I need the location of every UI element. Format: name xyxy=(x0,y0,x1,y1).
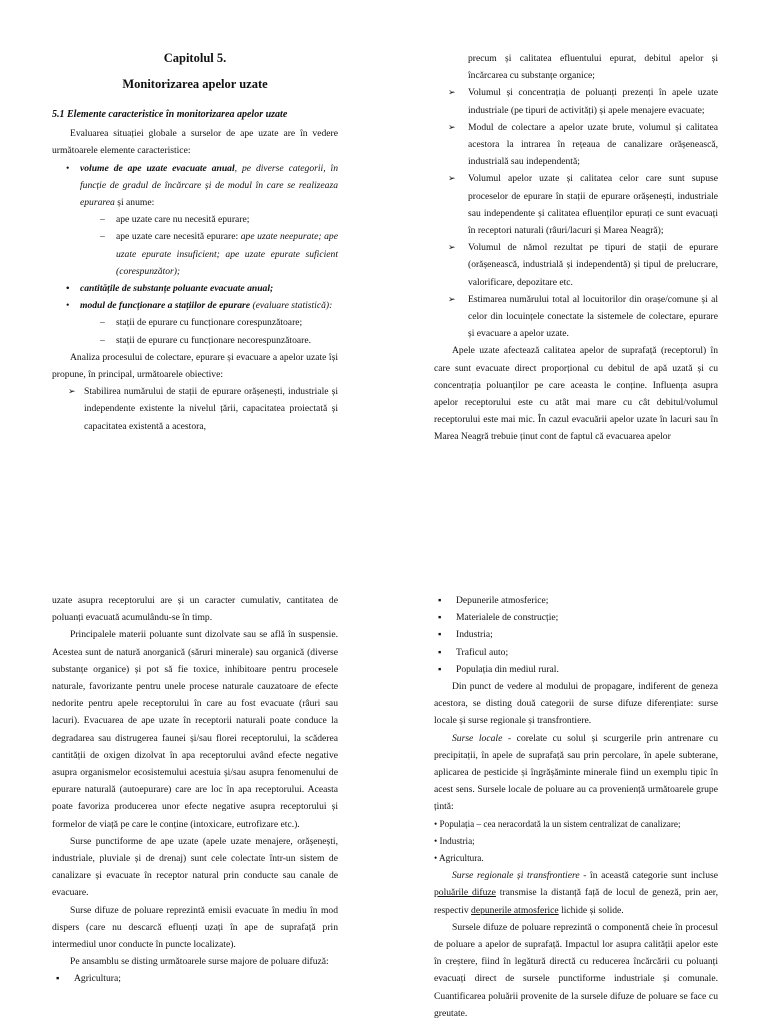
target-group-item: • Populația – cea neracordată la un sistem centralizat de canalizare; xyxy=(434,818,681,829)
list-item: ▪ Traficul auto; xyxy=(434,644,718,661)
list-item: ➢ Volumul și concentrația de poluanți prezenți în apele uzate industriale (pe tipuri de activități) și apele menajere evacuate; xyxy=(448,84,718,118)
section-heading: 5.1 Elemente caracteristice în monitorizarea apelor uzate xyxy=(52,109,288,120)
analysis-paragraph: Analiza procesului de colectare, epurare și evacuare a apelor uzate își propune, în principal, următoarele obiective: xyxy=(52,351,338,381)
characteristics-list xyxy=(52,160,338,212)
list-item: – stații de epurare cu funcționare corespunzătoare; xyxy=(52,314,338,331)
propagation-paragraph: Din punct de vedere al modului de propagare, indiferent de geneza acestora, se disting două categorii de surse difuze diferențiate: surse locale și surse regionale și transfrontiere. xyxy=(434,681,718,727)
list-item: • volume de ape uzate evacuate anual, pe diverse categorii, în funcție de gradul de încărcare și de modul în care se realizeaza epurarea și anume: xyxy=(52,160,338,212)
list-item: ▪ Depunerile atmosferice; xyxy=(434,592,718,609)
volume-sublist xyxy=(52,211,338,280)
list-item: – ape uzate care nu necesită epurare; xyxy=(52,211,338,228)
chapter-title: Monitorizarea apelor uzate xyxy=(122,77,268,91)
bottom-left-column xyxy=(52,592,338,988)
list-item: ▪ Materialele de construcție; xyxy=(434,609,718,626)
intro-paragraph: Evaluarea situației globale a surselor de ape uzate are în vedere următoarele elemente caracteristice: xyxy=(52,128,338,157)
characteristics-list-2 xyxy=(52,280,338,314)
pollutants-paragraph: Principalele materii poluante sunt dizolvate sau se află în suspensie. Acestea sunt de natură anorganică (săruri minerale) sau organică (diverse substanțe organice) și pot să fie toxice, inhibitoare pentru procesele naturale, favorizante pentru unele procese naturale cauzatoare de efecte nedorite pentru apele receptorului în care au fost evacuate (râuri sau lacuri). Evacuarea de ape uzate în receptorii naturali poate conduce la degradarea sau distrugerea faunei și/sau florei receptorului, la scăderea cantității de oxigen dizolvat în apa receptorului având efecte negative asupra organismelor ecosistemului acestuia și/sau asupra fenomenului de epurare naturală (autoepurare) care are loc în apa receptorului. Aceasta poate favoriza producerea unor efecte negative asupra receptorului și formelor de viață pe care le conține (intoxicare, eutrofizare etc.). xyxy=(52,629,338,830)
list-item: ➢ Volumul de nămol rezultat pe tipuri de stații de epurare (orășenească, industrială și independentă) și tipul de prelucrare, valorificare, depozitare etc. xyxy=(448,239,718,291)
list-item: ➢ Estimarea numărului total al locuitorilor din orașe/comune și al celor din locuințele conectate la sistemele de colectare, epurare și evacuare a apelor uzate. xyxy=(448,291,718,343)
top-right-column xyxy=(434,50,718,446)
regional-sources-paragraph: Surse regionale și transfrontiere - în această categorie sunt incluse poluările difuze transmise la distanță față de locul de geneză, prin aer, respectiv depunerile atmosferice lichide și solide. xyxy=(434,870,719,916)
point-sources-paragraph: Surse punctiforme de ape uzate (apele uzate menajere, orășenești, industriale, pluviale și de drenaj) sunt cele colectate într-un sistem de canalizare și evacuate în receptor natural prin conducte sau canale de evacuare. xyxy=(52,835,338,899)
diffuse-sources-paragraph: Surse difuze de poluare reprezintă emisii evacuate în mediu în mod dispers (care nu descarcă efluenți uzați în ape de suprafață prin intermediul unor conducte în puncte localizate). xyxy=(52,904,338,951)
objectives-list xyxy=(52,383,338,435)
list-item: ▪ Industria; xyxy=(434,626,718,643)
list-item: • cantitățile de substanțe poluante evacuate anual; xyxy=(52,280,338,297)
list-item: – ape uzate care necesită epurare: ape uzate neepurate; ape uzate epurate insuficient; ape uzate epurate suficient (corespunzător); xyxy=(52,228,338,280)
list-item: ➢ Stabilirea numărului de stații de epurare orășenești, industriale și independente existente la nivelul țării, capacitatea proiectată și capacitatea existentă a acestora, xyxy=(52,383,338,435)
list-item: • modul de funcționare a stațiilor de epurare (evaluare statistică): xyxy=(52,297,338,314)
diffuse-sources-list-continued xyxy=(434,592,718,678)
list-item: ➢ Modul de colectare a apelor uzate brute, volumul și calitatea acestora la intrarea în rețeaua de canalizare orășenească, industrială sau independentă; xyxy=(448,119,718,171)
objectives-list-continued xyxy=(434,84,718,342)
target-group-item: • Industria; xyxy=(434,835,475,846)
list-item: – stații de epurare cu funcționare necorespunzătoare. xyxy=(52,332,338,349)
local-sources-paragraph: Surse locale - corelate cu solul și scurgerile prin antrenare cu precipitații, în apele de suprafață sau prin percolare, în apele subterane, aplicarea de pesticide și îngrășăminte minerale fiind un exemplu tipic în acest sens. Sursele locale de poluare au ca proveniență următoarele grupe țintă: xyxy=(434,732,718,813)
cumulative-paragraph: uzate asupra receptorului are și un caracter cumulativ, cantitatea de poluanți evacuată acumulându-se în timp. xyxy=(52,595,338,624)
receptor-paragraph: Apele uzate afectează calitatea apelor de suprafață (receptorul) în care sunt evacuate direct proporțional cu debitul de apă uzată și cu concentrația poluanților pe care aceasta le conține. Influența asupra apelor receptorului este cu atât mai mare cu cât debitul/volumul receptorului este mai mic. În cazul evacuării apelor uzate în lacuri sau în Marea Neagră trebuie ținut cont de faptul că evacuarea apelor xyxy=(434,345,718,443)
list-item: ▪ Populația din mediul rural. xyxy=(434,661,718,678)
top-left-column xyxy=(52,48,338,435)
diffuse-sources-list xyxy=(52,970,338,987)
major-sources-paragraph: Pe ansamblu se disting următoarele surse majore de poluare difuză: xyxy=(70,956,329,968)
impact-paragraph: Sursele difuze de poluare reprezintă o componentă cheie în procesul de poluare a apelor de suprafață. Impactul lor asupra calității apelor este în creștere, fiind în legătură directă cu reducerea încărcării cu poluanți evacuați direct de sursele punctiforme industriale și comunale. Cuantificarea poluării provenite de la sursele difuze de poluare se face cu greutate. xyxy=(434,921,718,1019)
list-item: ➢ Volumul apelor uzate și calitatea celor care sunt supuse proceselor de epurare în stații de epurare orășenești, industriale sau independente și calitatea efluenților epurați ce sunt evacuați în receptori naturali (râuri/lacuri și Marea Neagră); xyxy=(448,170,718,239)
chapter-number: Capitolul 5. xyxy=(163,51,227,65)
bottom-right-column xyxy=(434,592,718,1022)
objective-continuation: precum și calitatea efluentului epurat, debitul apelor și încărcarea cu substanțe organice; xyxy=(468,53,718,82)
stations-sublist xyxy=(52,314,338,348)
target-group-item: • Agricultura. xyxy=(434,853,484,864)
list-item: ▪ Agricultura; xyxy=(52,970,338,987)
